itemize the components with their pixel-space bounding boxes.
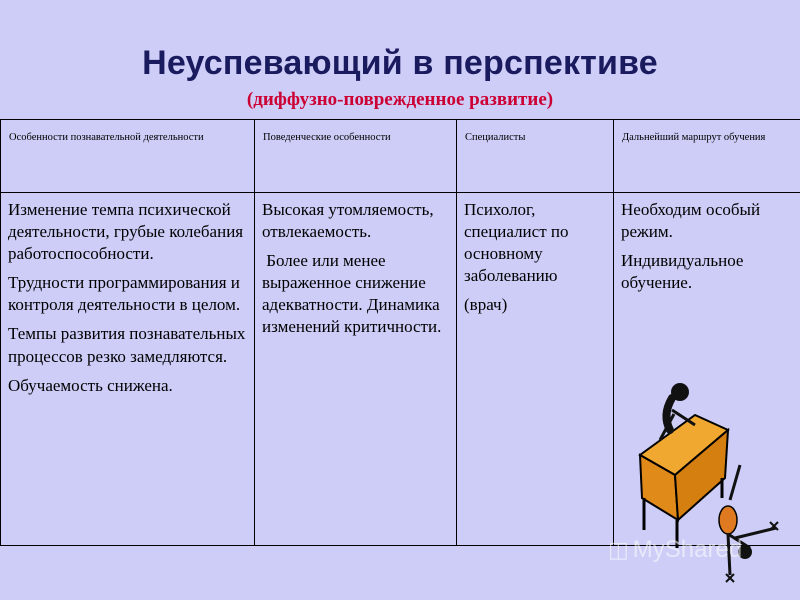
- presentation-screen-icon: ◫: [608, 537, 629, 562]
- header-specialists: Специалисты: [457, 120, 614, 193]
- cell-paragraph: Более или менее выраженное снижение адекватности. Динамика изменений критичности.: [262, 251, 444, 337]
- table-header-row: [1, 120, 800, 193]
- cell-paragraph: Темпы развития познавательных процессов резко замедляются.: [8, 324, 246, 366]
- slide-title: Неуспевающий в перспективе: [142, 44, 658, 82]
- cell-paragraph: Высокая утомляемость, отвлекаемость.: [262, 200, 434, 242]
- cell-paragraph: Трудности программирования и контроля деятельности в целом.: [8, 273, 241, 315]
- cell-paragraph: Индивидуальное обучение.: [621, 251, 744, 293]
- watermark: [608, 536, 742, 564]
- header-behavior: Поведенческие особенности: [255, 120, 457, 193]
- slide-subtitle: (диффузно-поврежденное развитие): [246, 89, 554, 110]
- watermark-text: MyShared: [632, 536, 743, 563]
- header-cognitive: Особенности познавательной деятельности: [1, 120, 255, 193]
- cell-paragraph: Психолог, специалист по основному заболеванию: [464, 200, 569, 286]
- cell-paragraph: (врач): [464, 295, 508, 315]
- cell-specialists: [457, 193, 614, 546]
- cell-paragraph: Необходим особый режим.: [621, 200, 761, 242]
- cell-paragraph: Изменение темпа психической деятельности, грубые колебания работоспособности.: [8, 200, 244, 264]
- cell-paragraph: Обучаемость снижена.: [8, 375, 173, 395]
- cell-cognitive: [1, 193, 255, 546]
- cell-behavior: [255, 193, 457, 546]
- header-route: Дальнейший маршрут обучения: [614, 120, 800, 193]
